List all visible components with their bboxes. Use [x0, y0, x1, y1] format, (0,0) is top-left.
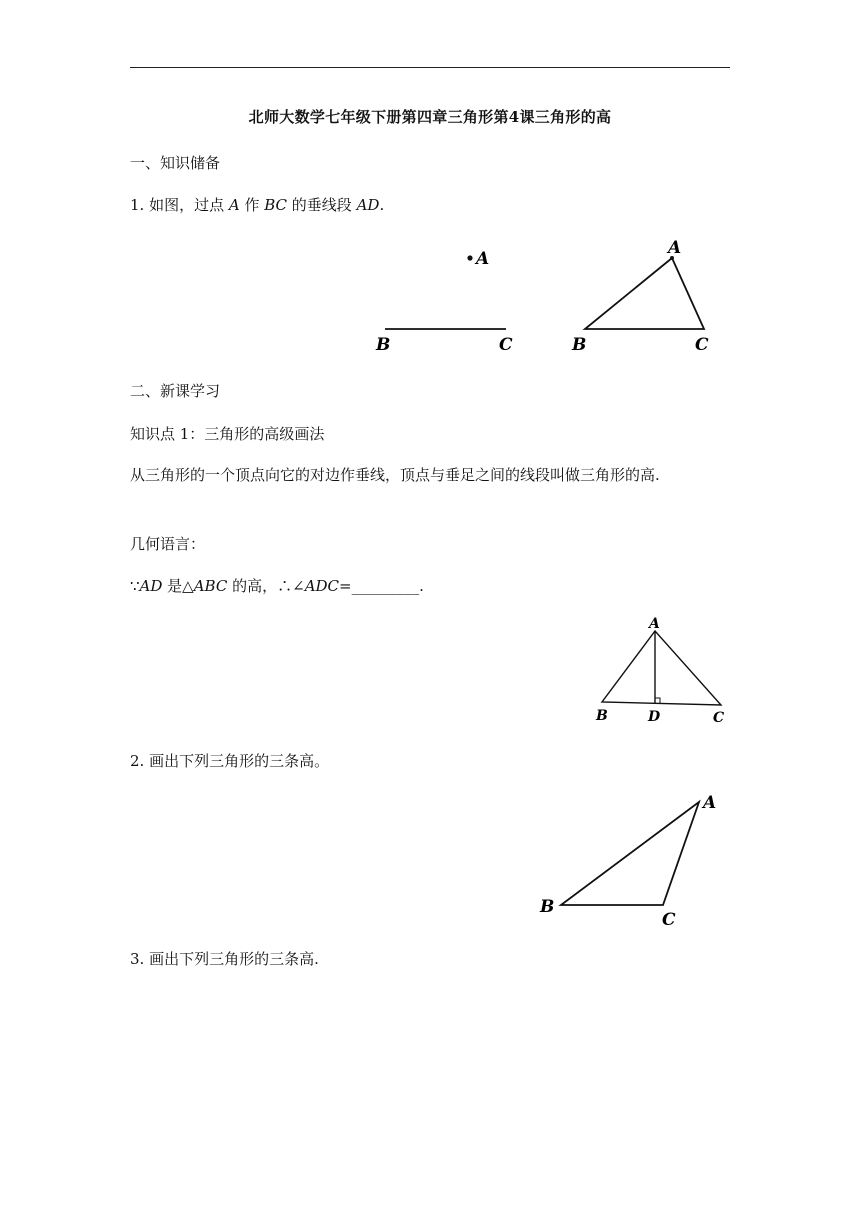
- fig2-label-b: B: [572, 335, 587, 355]
- right-angle-mark: [655, 698, 660, 703]
- statement-triangle: ABC: [193, 577, 228, 595]
- point-a-dot: [467, 255, 472, 260]
- question-3: 3. 画出下列三角形的三条高.: [130, 950, 319, 968]
- statement-angle: ADC: [304, 577, 340, 595]
- fig2-label-a: A: [668, 238, 682, 258]
- triangle-abc: [585, 258, 704, 329]
- fig4-label-b: B: [540, 897, 555, 917]
- statement-of: 的高，∴∠: [227, 577, 305, 595]
- geometry-statement: [130, 571, 734, 601]
- q1-point: A: [228, 196, 240, 214]
- q1-line: BC: [264, 196, 288, 214]
- knowledge-point-1-title: 知识点 1：三角形的高级画法: [130, 425, 325, 443]
- section-heading-new-lesson: 二、新课学习: [130, 382, 221, 400]
- question-1: [130, 190, 734, 220]
- figure-obtuse-triangle: [536, 786, 732, 930]
- document-title: 北师大数学七年级下册第四章三角形第4课三角形的高: [248, 108, 612, 126]
- geometry-language-label: 几何语言：: [130, 535, 206, 553]
- q1-prefix: 1. 如图，过点: [130, 196, 229, 214]
- obtuse-triangle-abc: [561, 802, 699, 905]
- fig1-label-b: B: [376, 335, 391, 355]
- fig1-label-a: A: [476, 249, 490, 269]
- figure-triangle-with-altitude: [590, 614, 730, 728]
- fig3-label-a: A: [649, 616, 660, 632]
- because-symbol: ∵: [130, 577, 140, 595]
- q1-suffix-a: 的垂线段: [287, 196, 357, 214]
- q1-segment: AD: [356, 196, 380, 214]
- fig1-label-c: C: [499, 335, 513, 355]
- header-rule: [130, 67, 730, 68]
- fig3-label-d: D: [648, 709, 661, 725]
- triangle-abc-altitude: [602, 631, 721, 705]
- figure-triangle-abc: [568, 232, 728, 360]
- altitude-definition: 从三角形的一个顶点向它的对边作垂线，顶点与垂足之间的线段叫做三角形的高.: [130, 466, 660, 484]
- fig4-label-c: C: [662, 910, 676, 930]
- q1-suffix-b: .: [379, 196, 385, 214]
- section-heading-knowledge-prep: 一、知识储备: [130, 154, 221, 172]
- statement-is: 是△: [162, 577, 194, 595]
- q1-mid: 作: [239, 196, 265, 214]
- question-2: 2. 画出下列三角形的三条高。: [130, 752, 330, 770]
- fig3-label-b: B: [596, 708, 608, 724]
- figure-point-and-line: [368, 240, 528, 360]
- statement-segment: AD: [139, 577, 163, 595]
- fig2-label-c: C: [695, 335, 709, 355]
- fig3-label-c: C: [713, 710, 725, 726]
- fig4-label-a: A: [703, 793, 717, 813]
- answer-blank: =_________.: [339, 577, 424, 595]
